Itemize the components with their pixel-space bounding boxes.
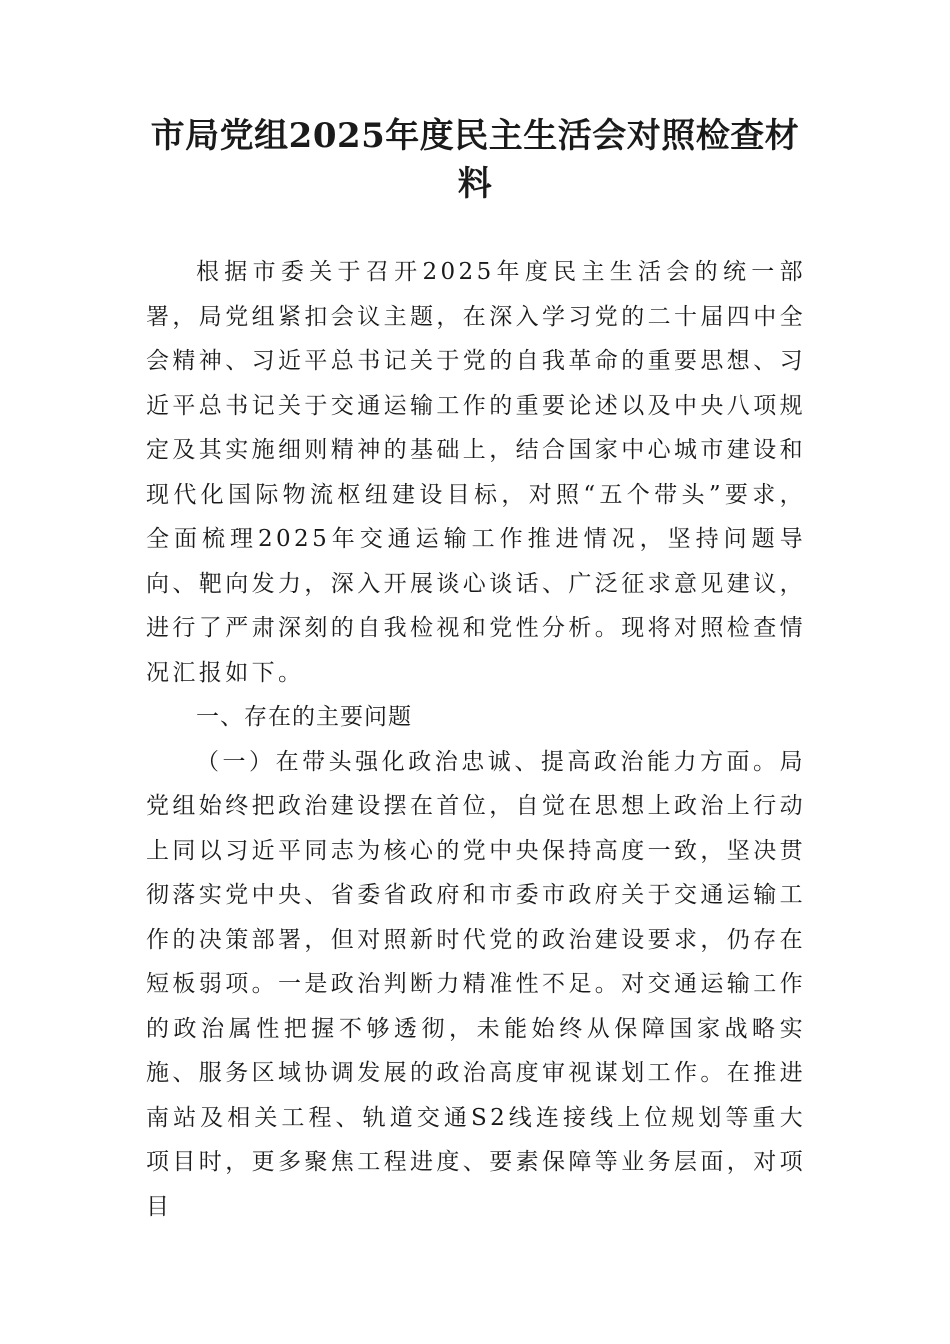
section-heading-problems: 一、存在的主要问题 [196,704,412,730]
subsection-text: 局党组始终把政治建设摆在首位，自觉在思想上政治上行动上同以习近平同志为核心的党中央保持高度一致，坚决贯彻落实党中央、省委省政府和市委市政府关于交通运输工作的决策部署，但对照新时代党的政治建设要求，仍存在短板弱项。一是政治判断力精准性不足。对交通运输工作的政治属性把握不够透彻，未能始终从保障国家战略实施、服务区域协调发展的政治高度审视谋划工作。在推进南站及相关工程、轨道交通S2线连接线上位规划等重大项目时，更多聚焦工程进度、要素保障等业务层面，对项目 [146,748,806,1220]
intro-paragraph: 根据市委关于召开2025年度民主生活会的统一部署，局党组紧扣会议主题，在深入学习党的二十届四中全会精神、习近平总书记关于党的自我革命的重要思想、习近平总书记关于交通运输工作的重要论述以及中央八项规定及其实施细则精神的基础上，结合国家中心城市建设和现代化国际物流枢纽建设目标，对照“五个带头”要求，全面梳理2025年交通运输工作推进情况，坚持问题导向、靶向发力，深入开展谈心谈话、广泛征求意见建议，进行了严肃深刻的自我检视和党性分析。现将对照检查情况汇报如下。 [146,259,806,686]
subsection-paragraph-political-loyalty [146,740,806,1230]
document-body [146,250,806,1229]
subsection-heading: （一）在带头强化政治忠诚、提高政治能力方面。 [196,748,780,775]
document-title: 市局党组2025年度民主生活会对照检查材料 [150,116,800,204]
